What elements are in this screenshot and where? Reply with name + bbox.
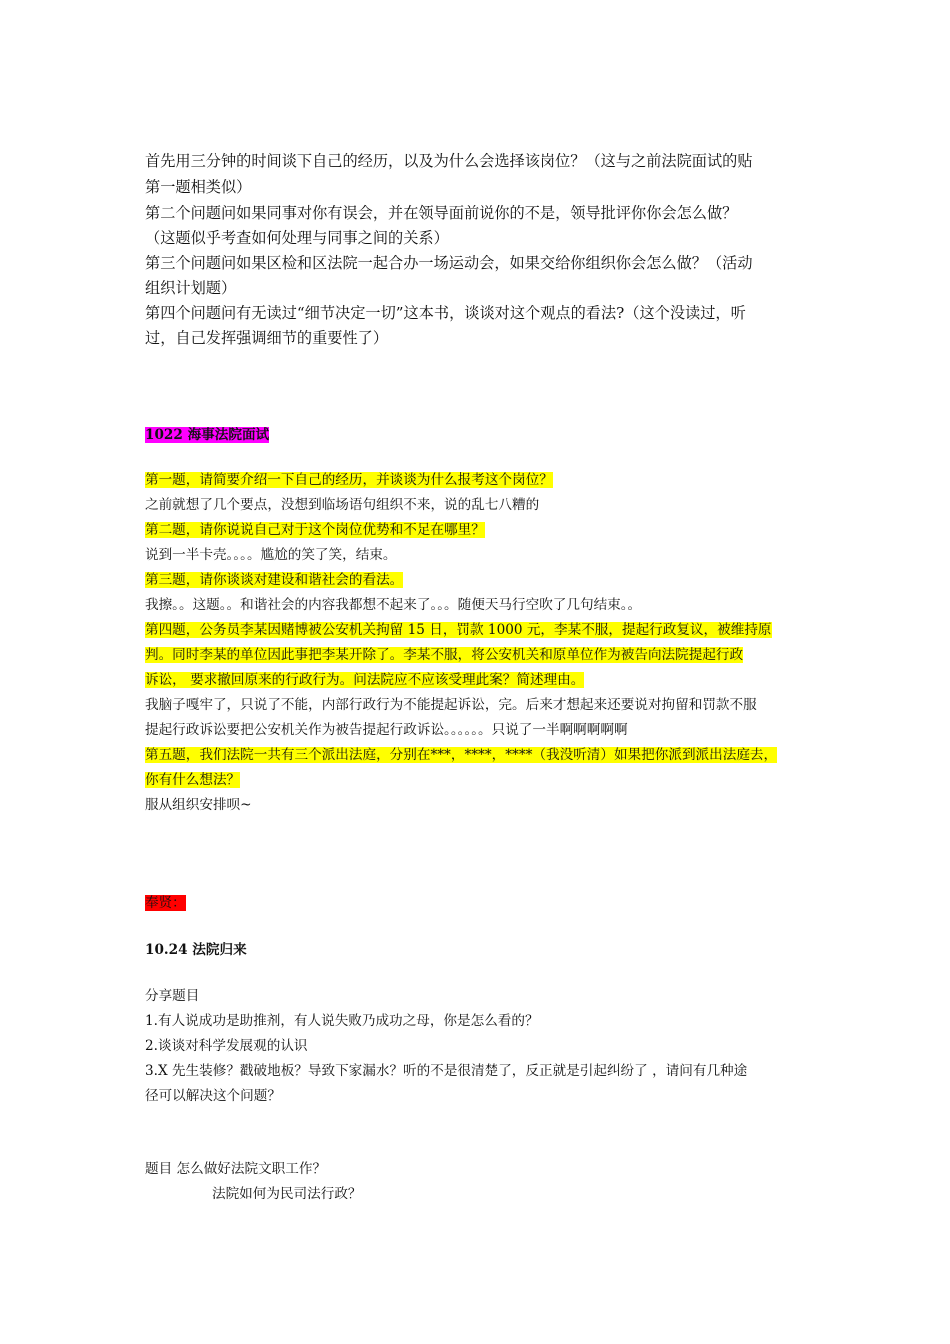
section-label-fengxian: 奉贤：	[145, 895, 186, 911]
intro-line: 过，自己发挥强调细节的重要性了）	[145, 329, 388, 347]
topic-line: 法院如何为民司法行政？	[212, 1186, 362, 1202]
share-question: 径可以解决这个问题？	[145, 1088, 281, 1104]
answer-4: 提起行政诉讼要把公安机关作为被告提起行政诉讼。。。。。。只说了一半啊啊啊啊啊	[145, 722, 628, 738]
intro-line: 组织计划题）	[145, 279, 237, 297]
share-question: 3.X 先生装修？戳破地板？导致下家漏水？听的不是很清楚了，反正就是引起纠纷了 ，请问有几种途	[145, 1063, 748, 1079]
intro-line: 第一题相类似）	[145, 178, 252, 196]
section-title-maritime-court: 1022 海事法院面试	[145, 427, 270, 443]
question-5: 你有什么想法？	[145, 772, 241, 788]
question-1: 第一题，请简要介绍一下自己的经历，并谈谈为什么报考这个岗位？	[145, 472, 553, 488]
intro-line: 第二个问题问如果同事对你有误会，并在领导面前说你的不是，领导批评你你会怎么做？	[145, 204, 738, 222]
question-4: 诉讼， 要求撤回原来的行政行为。问法院应不应该受理此案？简述理由。	[145, 672, 585, 688]
intro-line: 第四个问题问有无读过“细节决定一切”这本书，谈谈对这个观点的看法?（这个没读过，听	[145, 304, 746, 322]
answer-4: 我脑子嘎牢了，只说了不能，内部行政行为不能提起诉讼，完。后来才想起来还要说对拘留和罚款不服	[145, 697, 757, 713]
question-4: 判。同时李某的单位因此事把李某开除了。李某不服，将公安机关和原单位作为被告向法院提起行政	[145, 647, 744, 663]
section-title-court-return: 10.24 法院归来	[145, 942, 247, 958]
intro-line: 首先用三分钟的时间谈下自己的经历，以及为什么会选择该岗位？（这与之前法院面试的贴	[145, 152, 753, 170]
share-question: 1.有人说成功是助推剂，有人说失败乃成功之母，你是怎么看的？	[145, 1013, 539, 1029]
share-question: 2.谈谈对科学发展观的认识	[145, 1038, 308, 1054]
intro-line: （这题似乎考查如何处理与同事之间的关系）	[145, 229, 449, 247]
question-5: 第五题，我们法院一共有三个派出法庭，分别在***，****，****（我没听清）如果把你派到派出法庭去，	[145, 747, 778, 763]
topic-line: 题目 怎么做好法院文职工作？	[145, 1161, 327, 1177]
intro-line: 第三个问题问如果区检和区法院一起合办一场运动会，如果交给你组织你会怎么做？（活动	[145, 254, 753, 272]
question-3: 第三题，请你谈谈对建设和谐社会的看法。	[145, 572, 404, 588]
answer-2: 说到一半卡壳。。。。尴尬的笑了笑，结束。	[145, 547, 397, 563]
answer-5: 服从组织安排呗~	[145, 797, 252, 813]
question-2: 第二题，请你说说自己对于这个岗位优势和不足在哪里？	[145, 522, 485, 538]
question-4: 第四题，公务员李某因赌博被公安机关拘留 15 日，罚款 1000 元，李某不服，提起行政复议，被维持原	[145, 622, 772, 638]
answer-1: 之前就想了几个要点，没想到临场语句组织不来，说的乱七八糟的	[145, 497, 540, 513]
answer-3: 我擦。。这题。。和谐社会的内容我都想不起来了。。。随便天马行空吹了几句结束。。	[145, 597, 642, 613]
share-heading: 分享题目	[145, 988, 200, 1004]
